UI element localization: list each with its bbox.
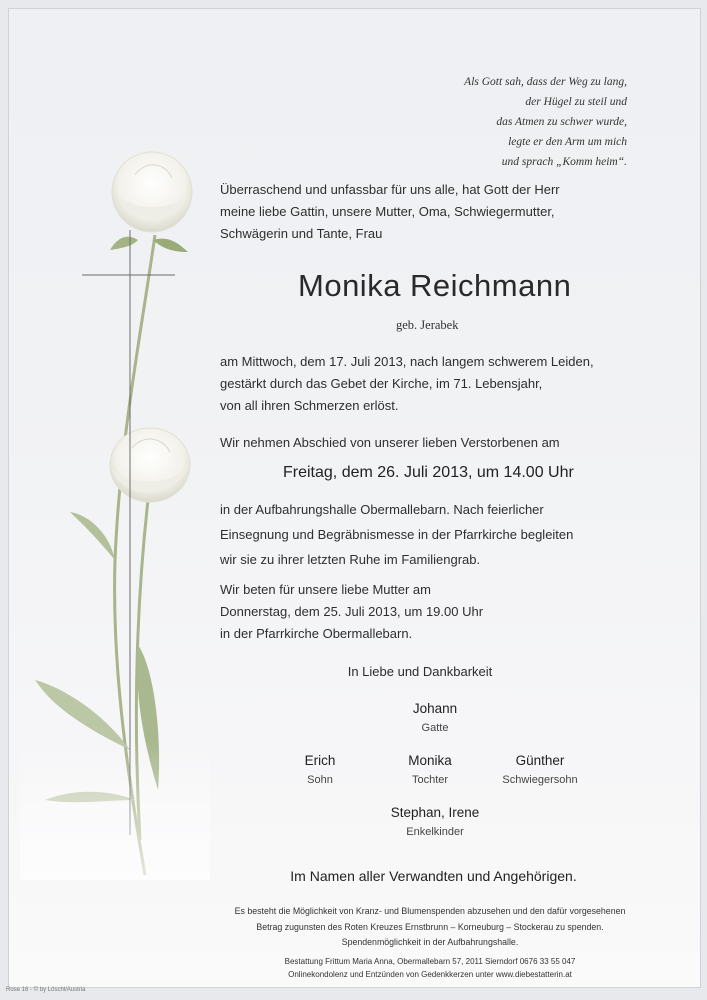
death-line: von all ihren Schmerzen erlöst. <box>220 398 399 413</box>
donation-line: Es besteht die Möglichkeit von Kranz- und Blumenspenden abzusehen und den dafür vorgesehenen <box>234 906 626 916</box>
ceremony-line: Einsegnung und Begräbnismesse in der Pfarrkirche begleiten <box>220 527 574 542</box>
mourner-name: Günther <box>515 753 565 768</box>
poem-line: legte er den Arm um mich <box>508 136 627 148</box>
donation-note <box>200 904 660 951</box>
intro-line: Schwägerin und Tante, Frau <box>220 226 383 241</box>
mourner <box>490 753 590 786</box>
death-line: gestärkt durch das Gebet der Kirche, im 71. Lebensjahr, <box>220 376 543 391</box>
prayer-line: in der Pfarrkirche Obermallebarn. <box>220 626 413 641</box>
poem-line: und sprach „Komm heim“. <box>501 156 627 168</box>
mourner-role: Tochter <box>411 774 449 786</box>
birth-name: geb. Jerabek <box>396 318 459 332</box>
rose-cross-illustration <box>20 140 210 880</box>
intro-line: Überraschend und unfassbar für uns alle, hat Gott der Herr <box>220 182 560 197</box>
ceremony-line: in der Aufbahrungshalle Obermallebarn. Nach feierlicher <box>220 502 544 517</box>
undertaker-line: Onlinekondolenz und Entzünden von Gedenkkerzen unter www.diebestatterin.at <box>288 970 572 979</box>
undertaker-line: Bestattung Frittum Maria Anna, Obermallebarn 57, 2011 Sierndorf 0676 33 55 047 <box>284 957 576 966</box>
poem <box>387 72 627 172</box>
farewell-intro: Wir nehmen Abschied von unserer lieben Verstorbenen am <box>220 435 560 450</box>
ceremony-text <box>220 497 640 572</box>
poem-line: der Hügel zu steil und <box>525 96 627 108</box>
poem-line: Als Gott sah, dass der Weg zu lang, <box>464 76 627 88</box>
mourner <box>380 753 480 786</box>
mourner-name: Johann <box>412 701 458 716</box>
death-notice <box>220 351 640 417</box>
mourner-role: Gatte <box>421 722 449 734</box>
deceased-name: Monika Reichmann <box>298 268 572 303</box>
undertaker-info <box>200 955 660 981</box>
mourner-name: Erich <box>304 753 336 768</box>
intro-text <box>220 179 640 245</box>
death-line: am Mittwoch, dem 17. Juli 2013, nach langem schwerem Leiden, <box>220 354 594 369</box>
mourner-role: Sohn <box>307 774 333 786</box>
image-credit: Rose 16 - © by Löschl/Austria <box>6 987 86 993</box>
closing-phrase: In Liebe und Dankbarkeit <box>347 664 493 679</box>
donation-line: Spendenmöglichkeit in der Aufbahrungshalle. <box>341 937 519 947</box>
donation-line: Betrag zugunsten des Roten Kreuzes Ernstbrunn – Korneuburg – Stockerau zu spenden. <box>256 921 604 932</box>
mourner <box>385 701 485 734</box>
mourner-role: Enkelkinder <box>406 826 464 838</box>
intro-line: meine liebe Gattin, unsere Mutter, Oma, Schwiegermutter, <box>220 204 555 219</box>
prayer-text <box>220 579 640 645</box>
relatives-line: Im Namen aller Verwandten und Angehörigen. <box>290 868 577 884</box>
mourner-role: Schwiegersohn <box>502 774 578 786</box>
prayer-line: Wir beten für unsere liebe Mutter am <box>220 582 431 597</box>
prayer-line: Donnerstag, dem 25. Juli 2013, um 19.00 Uhr <box>220 604 484 619</box>
ceremony-line: wir sie zu ihrer letzten Ruhe im Familiengrab. <box>220 552 481 567</box>
mourner <box>280 753 360 786</box>
mourner <box>370 805 500 838</box>
funeral-date: Freitag, dem 26. Juli 2013, um 14.00 Uhr <box>283 464 574 481</box>
mourner-name: Monika <box>408 753 452 768</box>
poem-line: das Atmen zu schwer wurde, <box>496 116 627 128</box>
mourner-name: Stephan, Irene <box>390 805 480 820</box>
